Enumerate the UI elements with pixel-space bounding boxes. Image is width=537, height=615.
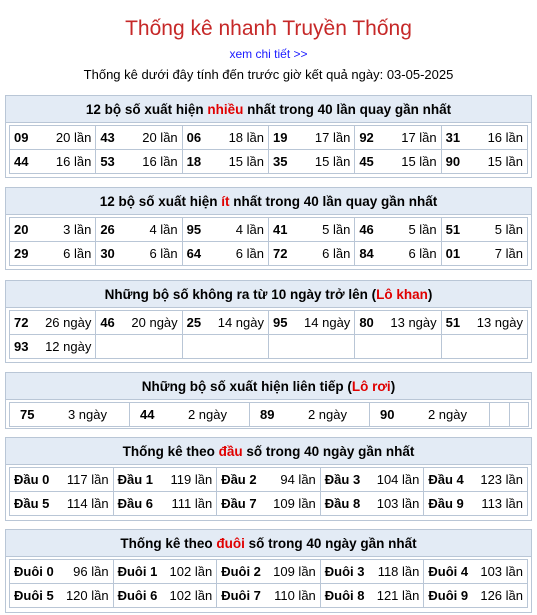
khan-rows-0-0-n: 72 bbox=[14, 315, 29, 330]
table-row bbox=[10, 468, 528, 492]
least-head_post: nhất trong 40 lần quay gần nhất bbox=[229, 194, 438, 209]
least-rows-0-5-c: 5 lần bbox=[494, 222, 523, 237]
least-rows-0-3-n: 41 bbox=[272, 222, 288, 237]
most-rows-0-4-n: 92 bbox=[359, 130, 374, 145]
khan-head_hl: Lô khan bbox=[376, 287, 428, 302]
most-rows-1-0-n: 44 bbox=[14, 154, 29, 169]
duoi-rows-1-3-n: Đuôi 8 bbox=[324, 588, 365, 603]
least-rows-1-2-n: 64 bbox=[186, 246, 202, 261]
most-rows-0-0-n: 09 bbox=[14, 130, 29, 145]
table-cell bbox=[96, 242, 182, 266]
dau-rows-0-2-n: Đầu 2 bbox=[221, 472, 257, 487]
least-rows-0-0-n: 20 bbox=[14, 222, 29, 237]
table-cell bbox=[441, 311, 527, 335]
duoi-rows-1-4-c: 126 lần bbox=[480, 588, 523, 603]
least-rows-1-3-c: 6 lần bbox=[322, 246, 351, 261]
lo-khan-panel bbox=[5, 280, 532, 363]
table-cell bbox=[96, 335, 182, 359]
most-rows-1-5-c: 15 lần bbox=[487, 154, 523, 169]
most-rows-1-4-n: 45 bbox=[359, 154, 374, 169]
table-cell bbox=[10, 218, 96, 242]
table-cell bbox=[355, 218, 441, 242]
dau-stats-heading bbox=[6, 438, 531, 465]
least-frequent-table bbox=[9, 217, 528, 266]
duoi-rows-0-2-c: 109 lần bbox=[273, 564, 316, 579]
table-cell bbox=[355, 126, 441, 150]
most-rows-0-0-c: 20 lần bbox=[55, 130, 92, 145]
khan-rows-1-0-c: 12 ngày bbox=[45, 339, 92, 354]
least-rows-1-0-n: 29 bbox=[14, 246, 29, 261]
least-head_hl: ít bbox=[221, 194, 230, 209]
least-rows-1-3-n: 72 bbox=[272, 246, 288, 261]
table-cell bbox=[355, 242, 441, 266]
khan-rows-0-5-c: 13 ngày bbox=[476, 315, 523, 330]
table-cell bbox=[490, 403, 510, 427]
table-cell bbox=[217, 492, 321, 516]
khan-rows-0-2-n: 25 bbox=[186, 315, 202, 330]
least-rows-1-1-n: 30 bbox=[100, 246, 115, 261]
khan-rows-0-3-c: 14 ngày bbox=[304, 315, 351, 330]
table-cell bbox=[320, 560, 424, 584]
table-row bbox=[10, 150, 528, 174]
dau-rows-1-3-n: Đầu 8 bbox=[324, 496, 361, 511]
table-row bbox=[10, 584, 528, 608]
duoi-rows-0-0-n: Đuôi 0 bbox=[14, 564, 54, 579]
khan-rows-0-4-n: 80 bbox=[359, 315, 374, 330]
most-rows-0-3-c: 17 lần bbox=[314, 130, 351, 145]
table-cell bbox=[268, 311, 354, 335]
most-rows-0-2-c: 18 lần bbox=[228, 130, 264, 145]
dau-rows-0-4-c: 123 lần bbox=[480, 472, 523, 487]
roi-items-1-n: 44 bbox=[140, 407, 155, 422]
table-cell bbox=[10, 150, 96, 174]
table-cell bbox=[320, 492, 424, 516]
khan-rows-0-2-c: 14 ngày bbox=[217, 315, 264, 330]
table-cell bbox=[10, 560, 114, 584]
table-row bbox=[10, 242, 528, 266]
roi-items-0-c: 3 ngày bbox=[67, 407, 107, 422]
table-cell bbox=[10, 242, 96, 266]
table-cell bbox=[10, 311, 96, 335]
dau-rows-1-0-n: Đầu 5 bbox=[14, 496, 50, 511]
table-cell bbox=[182, 218, 268, 242]
least-rows-1-4-n: 84 bbox=[359, 246, 374, 261]
dau-stats-panel bbox=[5, 437, 532, 521]
dau-rows-1-1-n: Đầu 6 bbox=[117, 496, 153, 511]
least-rows-0-4-c: 5 lần bbox=[408, 222, 437, 237]
least-rows-1-5-c: 7 lần bbox=[494, 246, 523, 261]
dau-rows-1-3-c: 103 lần bbox=[376, 496, 420, 511]
duoi-rows-1-0-c: 120 lần bbox=[65, 588, 109, 603]
dau-rows-0-2-c: 94 lần bbox=[280, 472, 316, 487]
table-cell bbox=[113, 560, 217, 584]
least-frequent-heading bbox=[6, 188, 531, 215]
table-cell bbox=[441, 335, 527, 359]
duoi-rows-1-1-c: 102 lần bbox=[169, 588, 213, 603]
roi-items-3-c: 2 ngày bbox=[427, 407, 467, 422]
table-cell bbox=[268, 335, 354, 359]
table-cell bbox=[268, 218, 354, 242]
table-cell bbox=[182, 311, 268, 335]
most-rows-0-5-n: 31 bbox=[445, 130, 461, 145]
duoi-rows-0-2-n: Đuôi 2 bbox=[221, 564, 261, 579]
roi-items-2-c: 2 ngày bbox=[307, 407, 347, 422]
most-frequent-table bbox=[9, 125, 528, 174]
khan-rows-0-0-c: 26 ngày bbox=[45, 315, 92, 330]
table-cell bbox=[424, 492, 528, 516]
dau-rows-0-3-n: Đầu 3 bbox=[324, 472, 361, 487]
least-rows-0-0-c: 3 lần bbox=[63, 222, 92, 237]
khan-rows-0-3-n: 95 bbox=[272, 315, 288, 330]
roi-head_hl: Lô rơi bbox=[351, 379, 391, 394]
least-rows-0-3-c: 5 lần bbox=[322, 222, 351, 237]
least-rows-0-1-n: 26 bbox=[100, 222, 115, 237]
duoi-rows-1-4-n: Đuôi 9 bbox=[428, 588, 469, 603]
least-rows-0-2-n: 95 bbox=[186, 222, 202, 237]
most-rows-0-3-n: 19 bbox=[272, 130, 288, 145]
duoi-rows-0-0-c: 96 lần bbox=[73, 564, 109, 579]
table-cell bbox=[113, 468, 217, 492]
page-title: Thống kê nhanh Truyền Thống bbox=[125, 17, 412, 40]
table-cell bbox=[355, 150, 441, 174]
page-subtitle: Thống kê dưới đây tính đến trước giờ kết quả ngày: 03-05-2025 bbox=[83, 67, 454, 82]
khan-rows-1-0-n: 93 bbox=[14, 339, 29, 354]
most-rows-1-2-n: 18 bbox=[186, 154, 202, 169]
duoi-head_post: số trong 40 ngày gần nhất bbox=[244, 536, 417, 551]
dau-rows-1-1-c: 111 lần bbox=[171, 496, 213, 511]
most-rows-0-1-n: 43 bbox=[100, 130, 115, 145]
khan-rows-0-1-c: 20 ngày bbox=[131, 315, 178, 330]
most-rows-1-5-n: 90 bbox=[445, 154, 461, 169]
dau-rows-0-4-n: Đầu 4 bbox=[428, 472, 464, 487]
khan-head_pre: Những bộ số không ra từ 10 ngày trở lên ( bbox=[104, 287, 377, 302]
duoi-rows-1-0-n: Đuôi 5 bbox=[14, 588, 54, 603]
dau-rows-0-0-c: 117 lần bbox=[66, 472, 109, 487]
table-cell bbox=[250, 403, 370, 427]
table-cell bbox=[10, 335, 96, 359]
table-cell bbox=[217, 560, 321, 584]
dau-rows-0-3-c: 104 lần bbox=[376, 472, 420, 487]
roi-head_post: ) bbox=[390, 379, 396, 394]
most-rows-1-1-c: 16 lần bbox=[142, 154, 178, 169]
duoi-rows-1-2-n: Đuôi 7 bbox=[221, 588, 261, 603]
duoi-rows-0-3-n: Đuôi 3 bbox=[324, 564, 365, 579]
table-cell bbox=[320, 584, 424, 608]
dau-head_post: số trong 40 ngày gần nhất bbox=[242, 444, 415, 459]
khan-head_post: ) bbox=[427, 287, 433, 302]
dau-rows-1-2-c: 109 lần bbox=[273, 496, 316, 511]
most-rows-0-1-c: 20 lần bbox=[142, 130, 178, 145]
most-rows-0-4-c: 17 lần bbox=[401, 130, 437, 145]
table-cell bbox=[424, 560, 528, 584]
dau-rows-1-0-c: 114 lần bbox=[66, 496, 109, 511]
dau-rows-1-4-c: 113 lần bbox=[481, 496, 523, 511]
most-head_post: nhất trong 40 lần quay gần nhất bbox=[243, 102, 452, 117]
dau-rows-1-4-n: Đầu 9 bbox=[428, 496, 464, 511]
least-rows-0-4-n: 46 bbox=[359, 222, 374, 237]
least-rows-0-1-c: 4 lần bbox=[149, 222, 178, 237]
dau-head_pre: Thống kê theo bbox=[122, 444, 219, 459]
duoi-stats-panel bbox=[5, 529, 532, 613]
lo-roi-heading bbox=[6, 373, 531, 400]
least-frequent-panel bbox=[5, 187, 532, 270]
least-rows-1-5-n: 01 bbox=[445, 246, 461, 261]
duoi-stats-heading bbox=[6, 530, 531, 557]
table-cell bbox=[268, 242, 354, 266]
most-frequent-heading bbox=[6, 96, 531, 123]
table-cell bbox=[182, 242, 268, 266]
duoi-rows-0-3-c: 118 lần bbox=[377, 564, 420, 579]
table-cell bbox=[96, 126, 182, 150]
table-row bbox=[10, 311, 528, 335]
table-cell bbox=[441, 218, 527, 242]
table-cell bbox=[10, 468, 114, 492]
table-row bbox=[10, 403, 529, 427]
table-cell bbox=[355, 335, 441, 359]
lo-roi-table bbox=[9, 402, 529, 427]
table-cell bbox=[10, 584, 114, 608]
table-cell bbox=[424, 584, 528, 608]
table-cell bbox=[217, 468, 321, 492]
least-rows-1-4-c: 6 lần bbox=[408, 246, 437, 261]
most-head_pre: 12 bộ số xuất hiện bbox=[85, 102, 208, 117]
table-row bbox=[10, 335, 528, 359]
least-rows-1-1-c: 6 lần bbox=[149, 246, 178, 261]
table-cell bbox=[268, 126, 354, 150]
table-cell bbox=[182, 335, 268, 359]
most-rows-1-0-c: 16 lần bbox=[55, 154, 92, 169]
most-rows-0-5-c: 16 lần bbox=[487, 130, 523, 145]
lo-khan-table bbox=[9, 310, 528, 359]
table-cell bbox=[182, 150, 268, 174]
lo-roi-panel bbox=[5, 372, 532, 429]
least-rows-0-5-n: 51 bbox=[445, 222, 461, 237]
table-cell bbox=[424, 468, 528, 492]
table-cell bbox=[182, 126, 268, 150]
most-rows-0-2-n: 06 bbox=[186, 130, 202, 145]
roi-items-3-n: 90 bbox=[380, 407, 395, 422]
table-row bbox=[10, 126, 528, 150]
table-cell bbox=[96, 150, 182, 174]
duoi-rows-1-1-n: Đuôi 6 bbox=[117, 588, 158, 603]
least-rows-1-2-c: 6 lần bbox=[235, 246, 264, 261]
dau-rows-0-1-n: Đầu 1 bbox=[117, 472, 153, 487]
table-cell bbox=[355, 311, 441, 335]
dau-stats-table bbox=[9, 467, 528, 516]
most-frequent-panel bbox=[5, 95, 532, 178]
least-rows-0-2-c: 4 lần bbox=[235, 222, 264, 237]
least-head_pre: 12 bộ số xuất hiện bbox=[99, 194, 222, 209]
duoi-rows-1-3-c: 121 lần bbox=[376, 588, 420, 603]
dau-rows-0-1-c: 119 lần bbox=[170, 472, 213, 487]
detail-link[interactable]: xem chi tiết >> bbox=[229, 47, 308, 61]
table-cell bbox=[320, 468, 424, 492]
least-rows-1-0-c: 6 lần bbox=[63, 246, 92, 261]
dau-rows-0-0-n: Đầu 0 bbox=[14, 472, 50, 487]
table-cell bbox=[10, 126, 96, 150]
table-cell bbox=[441, 242, 527, 266]
table-cell bbox=[130, 403, 250, 427]
most-rows-1-4-c: 15 lần bbox=[401, 154, 437, 169]
duoi-stats-table bbox=[9, 559, 528, 608]
table-cell bbox=[268, 150, 354, 174]
most-head_hl: nhiều bbox=[207, 102, 244, 117]
most-rows-1-3-n: 35 bbox=[272, 154, 288, 169]
khan-rows-0-4-c: 13 ngày bbox=[390, 315, 437, 330]
table-row bbox=[10, 492, 528, 516]
roi-items-1-c: 2 ngày bbox=[187, 407, 227, 422]
duoi-rows-0-1-c: 102 lần bbox=[169, 564, 213, 579]
most-rows-1-3-c: 15 lần bbox=[314, 154, 351, 169]
table-cell bbox=[510, 403, 529, 427]
duoi-head_pre: Thống kê theo bbox=[120, 536, 217, 551]
table-cell bbox=[10, 403, 130, 427]
khan-rows-0-5-n: 51 bbox=[445, 315, 461, 330]
most-rows-1-1-n: 53 bbox=[100, 154, 115, 169]
table-cell bbox=[96, 311, 182, 335]
table-row bbox=[10, 560, 528, 584]
dau-head_hl: đầu bbox=[218, 444, 243, 459]
table-cell bbox=[370, 403, 490, 427]
duoi-rows-0-4-n: Đuôi 4 bbox=[428, 564, 469, 579]
roi-items-2-n: 89 bbox=[260, 407, 275, 422]
table-cell bbox=[113, 492, 217, 516]
table-cell bbox=[113, 584, 217, 608]
table-cell bbox=[441, 150, 527, 174]
lo-khan-heading bbox=[6, 281, 531, 308]
dau-rows-1-2-n: Đầu 7 bbox=[221, 496, 257, 511]
roi-head_pre: Những bộ số xuất hiện liên tiếp ( bbox=[141, 379, 352, 394]
table-cell bbox=[96, 218, 182, 242]
table-row bbox=[10, 218, 528, 242]
khan-rows-0-1-n: 46 bbox=[100, 315, 115, 330]
table-cell bbox=[10, 492, 114, 516]
duoi-rows-0-4-c: 103 lần bbox=[480, 564, 523, 579]
duoi-head_hl: đuôi bbox=[216, 536, 245, 551]
duoi-rows-0-1-n: Đuôi 1 bbox=[117, 564, 158, 579]
most-rows-1-2-c: 15 lần bbox=[228, 154, 264, 169]
roi-items-0-n: 75 bbox=[20, 407, 35, 422]
table-cell bbox=[441, 126, 527, 150]
duoi-rows-1-2-c: 110 lần bbox=[274, 588, 316, 603]
table-cell bbox=[217, 584, 321, 608]
